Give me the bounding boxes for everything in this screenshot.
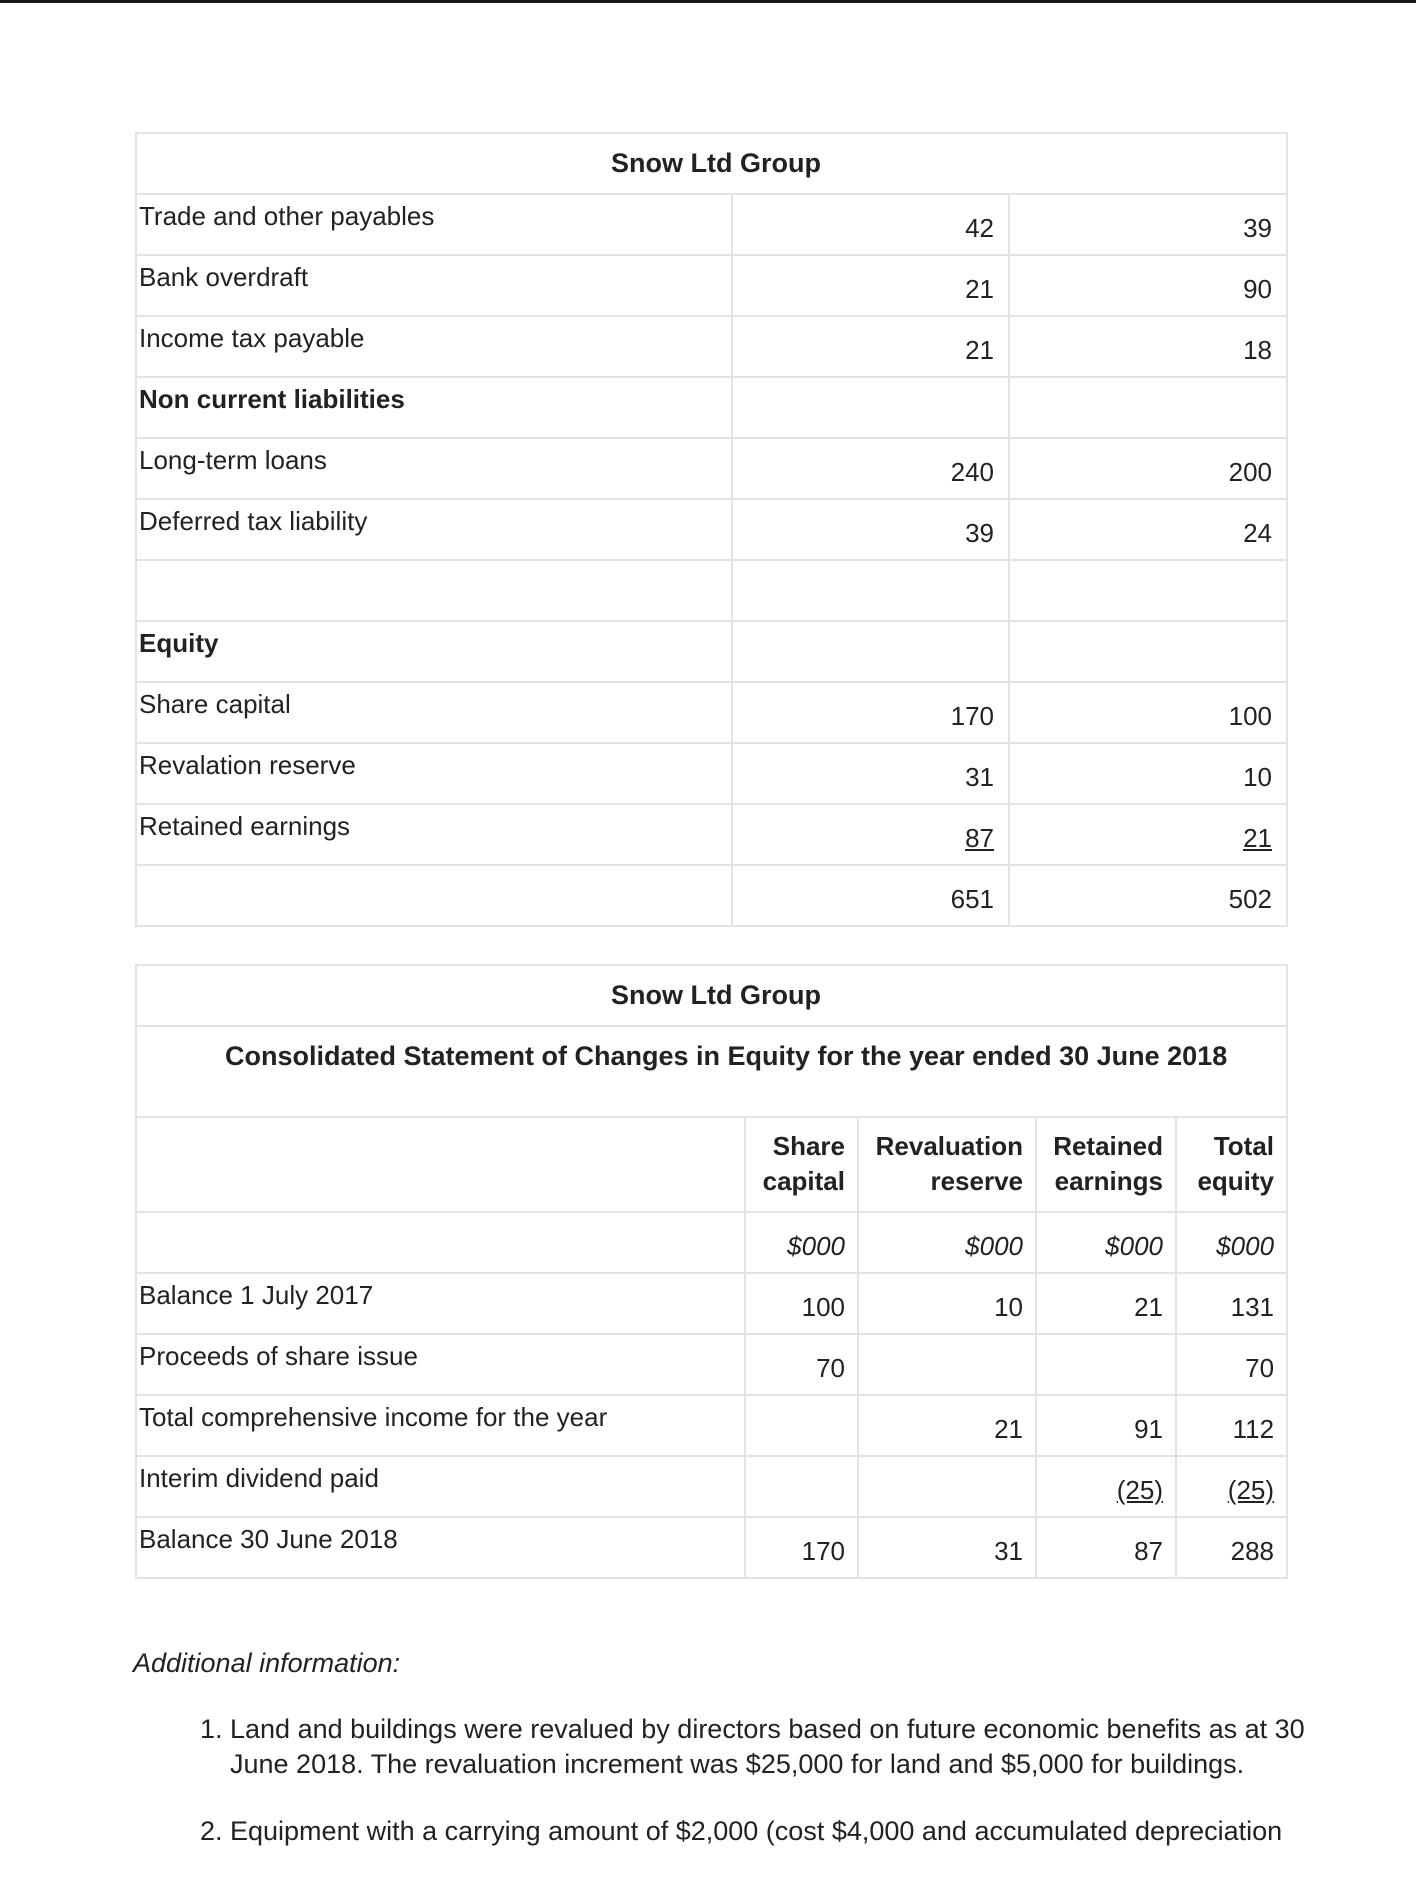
equity-value: 170 — [745, 1517, 858, 1578]
value-2017: 39 — [1009, 194, 1287, 255]
equity-row — [136, 1395, 1287, 1456]
value-2017: 10 — [1009, 743, 1287, 804]
header-total-equity: Total equity — [1176, 1117, 1287, 1212]
balance-sheet-title: Snow Ltd Group — [136, 133, 1287, 194]
top-border-line — [0, 0, 1416, 3]
equity-value — [858, 1456, 1036, 1517]
additional-notes-list — [190, 1712, 1340, 1881]
value-2017: 21 — [1009, 804, 1287, 865]
balance-sheet-row — [136, 316, 1287, 377]
row-label: Equity — [136, 621, 732, 682]
balance-sheet-row — [136, 438, 1287, 499]
equity-value: 288 — [1176, 1517, 1287, 1578]
unit-cell: $000 — [1176, 1212, 1287, 1273]
row-label: Non current liabilities — [136, 377, 732, 438]
value-2018: 651 — [732, 865, 1009, 926]
row-label: Share capital — [136, 682, 732, 743]
balance-sheet-row — [136, 377, 1287, 438]
equity-statement-title: Snow Ltd Group — [136, 965, 1287, 1026]
unit-cell: $000 — [1036, 1212, 1176, 1273]
row-label: Bank overdraft — [136, 255, 732, 316]
row-label — [136, 865, 732, 926]
equity-value — [745, 1395, 858, 1456]
value-2018: 21 — [732, 255, 1009, 316]
changes-in-equity-table — [135, 964, 1288, 1579]
equity-units-row — [136, 1212, 1287, 1273]
row-label: Balance 1 July 2017 — [136, 1273, 745, 1334]
value-2018: 42 — [732, 194, 1009, 255]
unit-cell: $000 — [858, 1212, 1036, 1273]
row-label: Balance 30 June 2018 — [136, 1517, 745, 1578]
row-label: Income tax payable — [136, 316, 732, 377]
note-item: 2. Equipment with a carrying amount of $2,000 (cost $4,000 and accumulated depreciation — [230, 1814, 1340, 1849]
row-label: Total comprehensive income for the year — [136, 1395, 745, 1456]
equity-value: 21 — [858, 1395, 1036, 1456]
row-label: Retained earnings — [136, 804, 732, 865]
equity-title-row — [136, 965, 1287, 1026]
value-2017: 100 — [1009, 682, 1287, 743]
value-2017: 200 — [1009, 438, 1287, 499]
value-2018: 170 — [732, 682, 1009, 743]
balance-sheet-row — [136, 865, 1287, 926]
equity-value: 70 — [745, 1334, 858, 1395]
header-retained-earnings: Retained earnings — [1036, 1117, 1176, 1212]
additional-info-heading: Additional information: — [133, 1648, 401, 1678]
balance-sheet-row — [136, 255, 1287, 316]
unit-cell: $000 — [745, 1212, 858, 1273]
balance-sheet-row — [136, 499, 1287, 560]
equity-value — [1036, 1334, 1176, 1395]
value-2017: 24 — [1009, 499, 1287, 560]
row-label: Deferred tax liability — [136, 499, 732, 560]
equity-value: 131 — [1176, 1273, 1287, 1334]
equity-subtitle-row — [136, 1026, 1287, 1117]
row-label: Revalation reserve — [136, 743, 732, 804]
value-2017: 18 — [1009, 316, 1287, 377]
value-2017 — [1009, 377, 1287, 438]
equity-value: 91 — [1036, 1395, 1176, 1456]
unit-blank — [136, 1212, 745, 1273]
balance-sheet-row — [136, 682, 1287, 743]
equity-value: 10 — [858, 1273, 1036, 1334]
value-2017: 90 — [1009, 255, 1287, 316]
balance-sheet-row — [136, 743, 1287, 804]
value-2018: 39 — [732, 499, 1009, 560]
equity-value: 87 — [1036, 1517, 1176, 1578]
header-blank — [136, 1117, 745, 1212]
equity-value: (25) — [1036, 1456, 1176, 1517]
balance-sheet-row — [136, 621, 1287, 682]
value-2017 — [1009, 560, 1287, 621]
equity-row — [136, 1334, 1287, 1395]
equity-value — [745, 1456, 858, 1517]
equity-row — [136, 1517, 1287, 1578]
equity-value: 70 — [1176, 1334, 1287, 1395]
value-2018: 87 — [732, 804, 1009, 865]
equity-statement-subtitle: Consolidated Statement of Changes in Equity for the year ended 30 June 2018 — [136, 1026, 1287, 1117]
value-2018: 21 — [732, 316, 1009, 377]
row-label: Trade and other payables — [136, 194, 732, 255]
value-2018 — [732, 560, 1009, 621]
row-label — [136, 560, 732, 621]
equity-value: 31 — [858, 1517, 1036, 1578]
balance-sheet-row — [136, 804, 1287, 865]
row-label: Interim dividend paid — [136, 1456, 745, 1517]
equity-value: 100 — [745, 1273, 858, 1334]
note-item: 1. Land and buildings were revalued by directors based on future economic benefits as at 30 June 2018. The revaluation increment was $25,000 for land and $5,000 for buildings. — [230, 1712, 1340, 1782]
equity-value — [858, 1334, 1036, 1395]
equity-row — [136, 1456, 1287, 1517]
balance-sheet-row — [136, 194, 1287, 255]
balance-sheet-row — [136, 560, 1287, 621]
value-2017 — [1009, 621, 1287, 682]
row-label: Long-term loans — [136, 438, 732, 499]
equity-value: 21 — [1036, 1273, 1176, 1334]
equity-value: 112 — [1176, 1395, 1287, 1456]
value-2018: 31 — [732, 743, 1009, 804]
equity-row — [136, 1273, 1287, 1334]
value-2017: 502 — [1009, 865, 1287, 926]
equity-header-row — [136, 1117, 1287, 1212]
header-revaluation-reserve: Revaluation reserve — [858, 1117, 1036, 1212]
header-share-capital: Share capital — [745, 1117, 858, 1212]
balance-sheet-table — [135, 132, 1288, 927]
balance-sheet-title-row — [136, 133, 1287, 194]
equity-value: (25) — [1176, 1456, 1287, 1517]
row-label: Proceeds of share issue — [136, 1334, 745, 1395]
value-2018 — [732, 377, 1009, 438]
value-2018: 240 — [732, 438, 1009, 499]
value-2018 — [732, 621, 1009, 682]
